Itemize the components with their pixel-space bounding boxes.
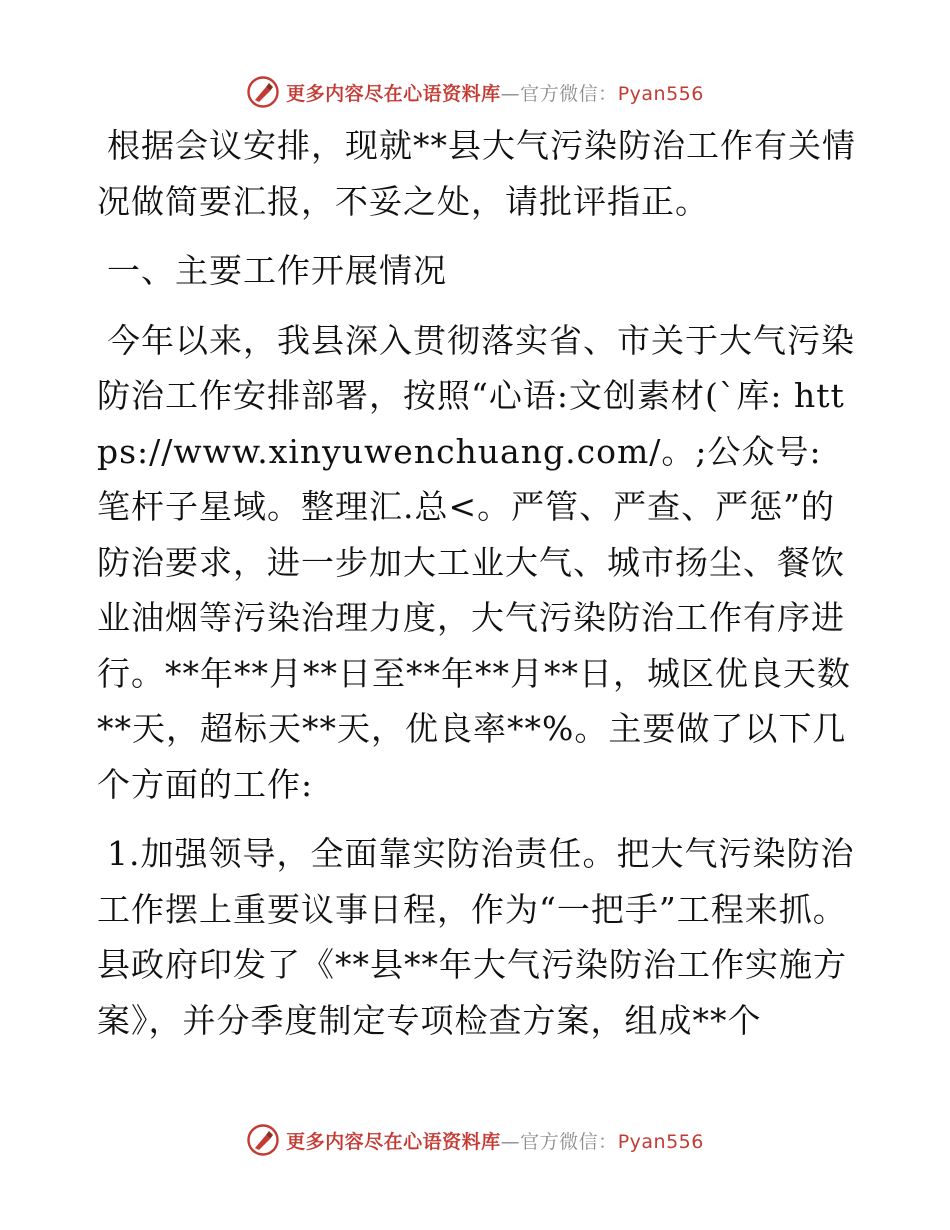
document-body <box>97 118 857 1062</box>
watermark-separator: — <box>500 1130 521 1153</box>
watermark-wechat-id: Pyan556 <box>617 82 704 105</box>
section-heading: 一、主要工作开展情况 <box>107 251 447 290</box>
watermark-separator: — <box>500 82 521 105</box>
paragraph-overview: 今年以来，我县深入贯彻落实省、市关于大气污染防治工作安排部署，按照“心语:文创素材(`库: https://www.xinyuwenchuang.com/。;公众号: 笔杆子星域。整理汇.总<。严管、严查、严惩”的防治要求，进一步加大工业大气、城市扬尘、餐饮业油烟等污染治理力度，大气污染防治工作有序进行。**年**月**日至**年**月**日，城区优良天数**天，超标天**天，优良率**%。主要做了以下几个方面的工作: <box>97 320 855 804</box>
watermark-footer <box>0 1120 950 1160</box>
watermark-wechat-label: 官方微信： <box>520 82 618 105</box>
watermark-wechat-label: 官方微信： <box>520 1130 618 1153</box>
paragraph-item-1: 1.加强领导，全面靠实防治责任。把大气污染防治工作摆上重要议事日程，作为“一把手”工程来抓。县政府印发了《**县**年大气污染防治工作实施方案》，并分季度制定专项检查方案，组成**个 <box>97 834 855 1040</box>
watermark-main-text: 更多内容尽在心语资料库 <box>286 82 501 105</box>
watermark-text <box>286 79 704 106</box>
watermark-header <box>0 72 950 112</box>
watermark-wechat-id: Pyan556 <box>617 1130 704 1153</box>
paragraph-intro: 根据会议安排，现就**县大气污染防治工作有关情况做简要汇报，不妥之处，请批评指正。 <box>97 126 856 221</box>
watermark-main-text: 更多内容尽在心语资料库 <box>286 1130 501 1153</box>
pen-logo-icon <box>246 1123 280 1157</box>
watermark-text <box>286 1127 704 1154</box>
pen-logo-icon <box>246 75 280 109</box>
